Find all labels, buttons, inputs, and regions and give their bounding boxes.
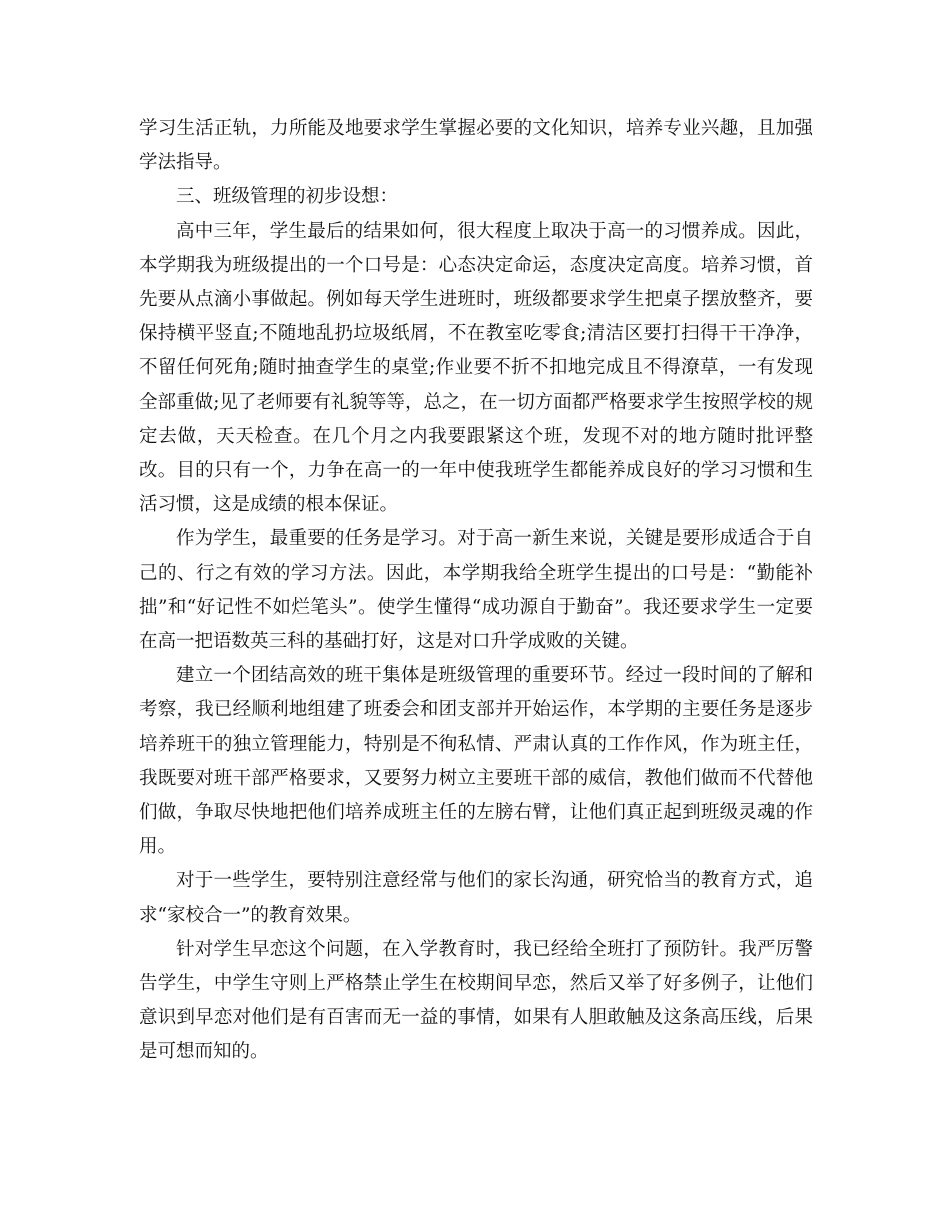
paragraph: 高中三年，学生最后的结果如何，很大程度上取决于高一的习惯养成。因此，本学期我为班级提出的一个口号是：心态决定命运，态度决定高度。培养习惯，首先要从点滴小事做起。例如每天学生进班时，班级都要求学生把桌子摆放整齐，要保持横平竖直;不随地乱扔垃圾纸屑，不在教室吃零食;清洁区要打扫得干干净净，不留任何死角;随时抽查学生的桌堂;作业要不折不扣地完成且不得潦草，一有发现全部重做;见了老师要有礼貌等等，总之，在一切方面都严格要求学生按照学校的规定去做，天天检查。在几个月之内我要跟紧这个班，发现不对的地方随时批评整改。目的只有一个，力争在高一的一年中使我班学生都能养成良好的学习习惯和生活习惯，这是成绩的根本保证。 — [139, 220, 813, 516]
paragraph: 建立一个团结高效的班干集体是班级管理的重要环节。经过一段时间的了解和考察，我已经顺利地组建了班委会和团支部并开始运作，本学期的主要任务是逐步培养班干的独立管理能力，特别是不徇私情、严肃认真的工作作风，作为班主任，我既要对班干部严格要求，又要努力树立主要班干部的威信，教他们做而不代替他们做，争取尽快地把他们培养成班主任的左膀右臂，让他们真正起到班级灵魂的作用。 — [139, 665, 813, 858]
section-heading: 三、班级管理的初步设想： — [176, 186, 399, 208]
document-body — [139, 112, 813, 1070]
paragraph: 针对学生早恋这个问题，在入学教育时，我已经给全班打了预防针。我严厉警告学生，中学生守则上严格禁止学生在校期间早恋，然后又举了好多例子，让他们意识到早恋对他们是有百害而无一益的事情，如果有人胆敢触及这条高压线，后果是可想而知的。 — [139, 938, 813, 1063]
paragraph: 作为学生，最重要的任务是学习。对于高一新生来说，关键是要形成适合于自己的、行之有效的学习方法。因此，本学期我给全班学生提出的口号是：“勤能补拙”和“好记性不如烂笔头”。使学生懂得“成功源自于勤奋”。我还要求学生一定要在高一把语数英三科的基础打好，这是对口升学成败的关键。 — [139, 528, 813, 653]
paragraph-continuation: 学习生活正轨，力所能及地要求学生掌握必要的文化知识，培养专业兴趣，且加强学法指导。 — [139, 118, 813, 174]
paragraph: 对于一些学生，要特别注意经常与他们的家长沟通，研究恰当的教育方式，追求“家校合一”的教育效果。 — [139, 870, 813, 926]
